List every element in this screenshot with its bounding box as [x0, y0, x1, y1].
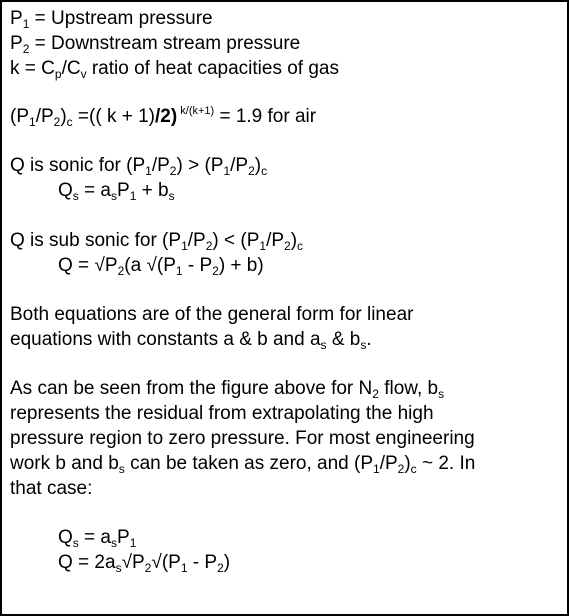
para1-line1: Both equations are of the general form for linear: [10, 304, 414, 325]
sqrt-symbol: √: [94, 255, 105, 276]
para2-line2: represents the residual from extrapolating the high: [10, 403, 434, 424]
sonic-condition: Q is sonic for $(P_1/P_2) > (P_1/P_2)_c$: [10, 155, 268, 178]
def-p1: $P_1$ = Upstream pressure: [10, 8, 213, 31]
subsonic-condition: Q is sub sonic for $(P_1/P_2) < (P_1/P_2)_c$: [10, 230, 304, 253]
para2-line5: that case:: [10, 478, 93, 499]
para1-line2: equations with constants a & b and $a_s$ & $b_s$.: [10, 329, 372, 352]
sqrt-symbol: √: [146, 255, 157, 276]
sqrt-symbol: √: [121, 552, 133, 573]
para2-line1: As can be seen from the figure above for $N_2$ flow, $b_s$: [10, 378, 445, 401]
critical-ratio-equation: $(P_1/P_2)_c$ =(( k + 1)/2) $^{k/(k+1)}$ = 1.9 for air: [10, 105, 317, 129]
para2-line4: work b and $b_s$ can be taken as zero, and $(P_1/P_2)_c$ ~ 2. In: [10, 453, 476, 476]
sonic-equation: $Q_s = a_sP_1 + b_s$: [58, 180, 175, 203]
def-k: $k = C_p/C_v$ ratio of heat capacities of gas: [10, 58, 339, 81]
final-sonic-equation: $Q_s = a_sP_1$: [58, 527, 137, 550]
sqrt-symbol: √: [151, 552, 162, 573]
def-p2: $P_2$ = Downstream stream pressure: [10, 33, 301, 56]
para2-line3: pressure region to zero pressure. For most engineering: [10, 428, 475, 449]
final-subsonic-equation: $Q = 2a_s√P_2√(P_1 - P_2)$: [58, 552, 231, 575]
subsonic-equation: $Q = √P_2(a$ $√(P_1 - P_2) + b$): [58, 255, 264, 278]
